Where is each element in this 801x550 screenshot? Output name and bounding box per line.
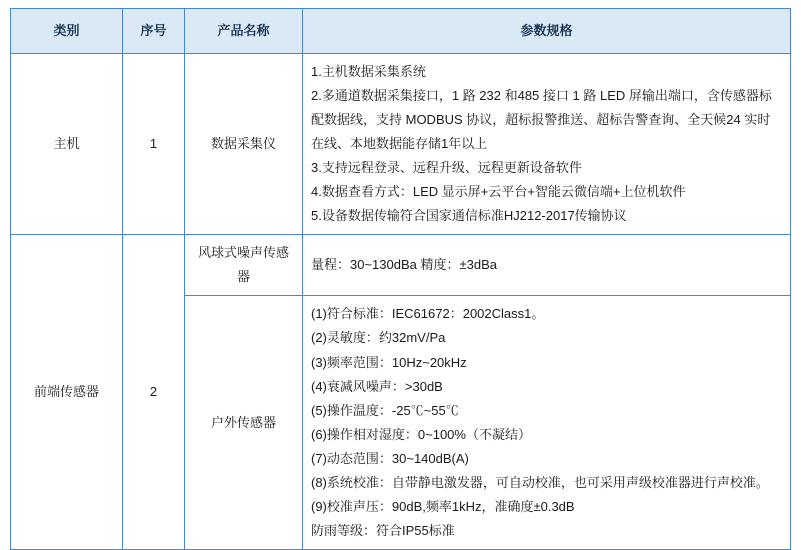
spec-line: 4.数据查看方式：LED 显示屏+云平台+智能云微信端+上位机软件: [311, 184, 686, 200]
spec-line: (7)动态范围：30~140dB(A): [311, 450, 469, 466]
table-body: [11, 54, 791, 550]
header-row: [11, 9, 791, 54]
cell-spec-windball-noise-sensor: [303, 235, 791, 296]
spec-line: 5.设备数据传输符合国家通信标准HJ212-2017传输协议: [311, 208, 627, 224]
table-header: [11, 9, 791, 54]
cell-number-2: 2: [123, 235, 185, 550]
cell-category-front-sensor: 前端传感器: [11, 235, 123, 550]
cell-product-name-outdoor-sensor: 户外传感器: [185, 296, 303, 549]
spec-line: (8)系统校准：自带静电激发器，可自动校准，也可采用声级校准器进行声校准。: [311, 474, 769, 490]
cell-spec-collector: [303, 54, 791, 235]
spec-line: (1)符合标准：IEC61672：2002Class1。: [311, 306, 545, 322]
header-cell-category: 类别: [11, 9, 123, 54]
spec-line: 量程：30~130dBa 精度：±3dBa: [311, 257, 497, 273]
spec-line: 3.支持远程登录、远程升级、远程更新设备软件: [311, 160, 582, 176]
spec-line: 2.多通道数据采集接口，1 路 232 和485 接口 1 路 LED 屏输出端口，含传感器标配数据线，支持 MODBUS 协议，超标报警推送、超标告警查询、全天候24 实时在线、本地数据能存储1年以上: [311, 88, 772, 152]
cell-number-1: 1: [123, 54, 185, 235]
spec-line: (2)灵敏度：约32mV/Pa: [311, 330, 446, 346]
spec-line: (5)操作温度：-25℃~55℃: [311, 402, 459, 418]
spec-table: [10, 8, 791, 550]
spec-line: (6)操作相对湿度：0~100%（不凝结）: [311, 426, 531, 442]
header-cell-parameters: 参数规格: [303, 9, 791, 54]
table-row: [11, 235, 791, 296]
cell-spec-outdoor-sensor: [303, 296, 791, 549]
table-row: [11, 54, 791, 235]
spec-line: (3)频率范围：10Hz~20kHz: [311, 354, 467, 370]
header-cell-number: 序号: [123, 9, 185, 54]
cell-category-host: 主机: [11, 54, 123, 235]
cell-product-name-windball-noise-sensor: 风球式噪声传感器: [185, 235, 303, 296]
spec-line: 1.主机数据采集系统: [311, 64, 426, 79]
header-cell-product-name: 产品名称: [185, 9, 303, 54]
spec-line: 防雨等级：符合IP55标准: [311, 522, 455, 538]
cell-product-name-collector: 数据采集仪: [185, 54, 303, 235]
spec-line: (4)衰减风噪声：>30dB: [311, 378, 443, 394]
spec-line: (9)校准声压：90dB,频率1kHz，准确度±0.3dB: [311, 498, 575, 514]
